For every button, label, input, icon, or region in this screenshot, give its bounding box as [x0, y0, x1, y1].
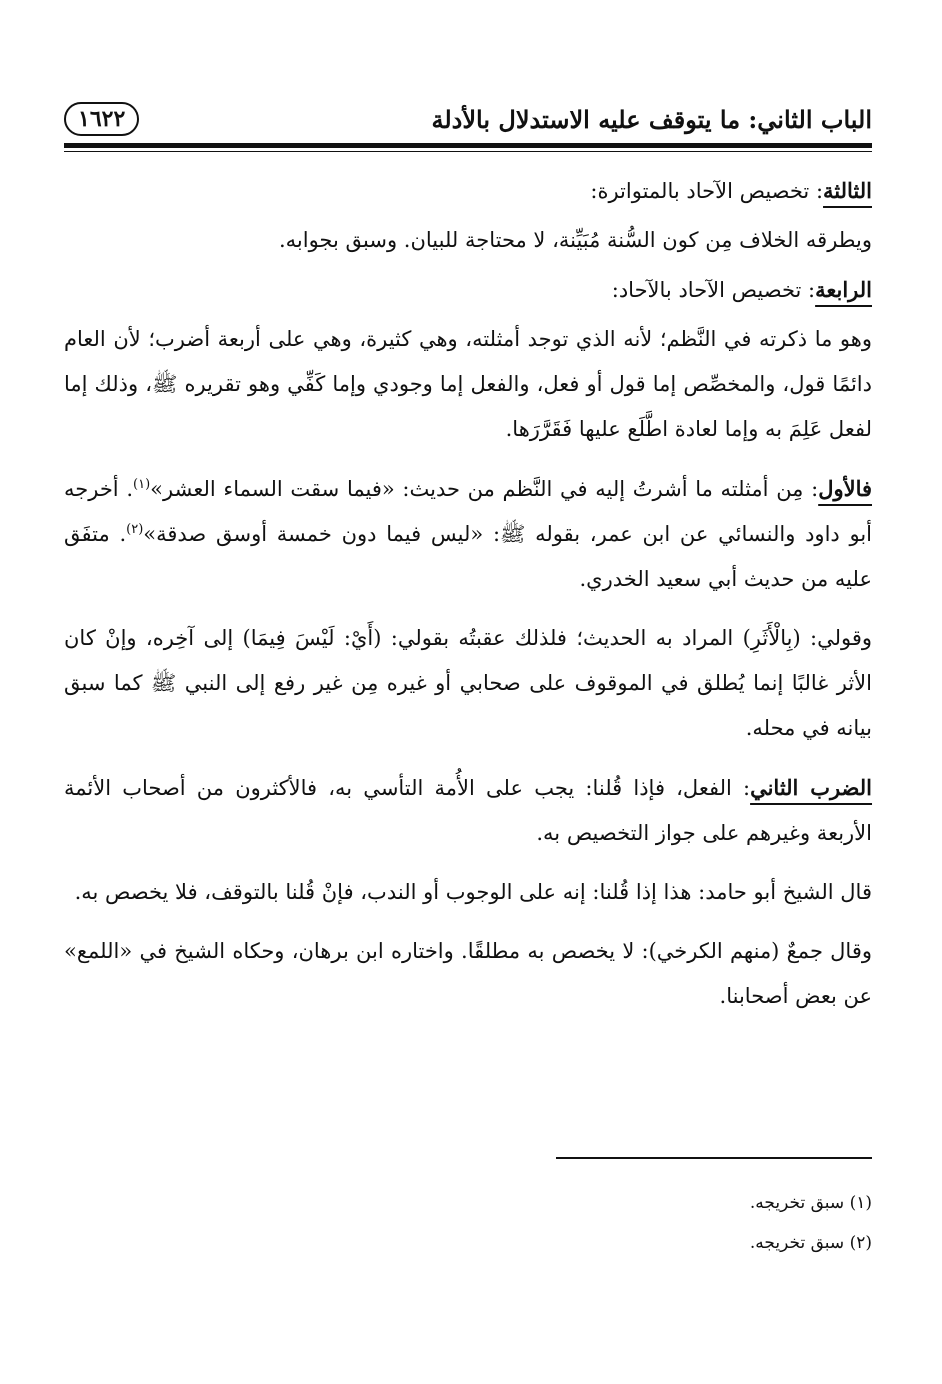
footnotes — [64, 1183, 872, 1263]
page-number: ١٦٢٢ — [64, 102, 139, 136]
paragraph-text: وهو ما ذكرته في النَّظم؛ لأنه الذي توجد أمثلته، وهي كثيرة، وهي على أربعة أضرب؛ لأن العام دائمًا قول، والمخصِّص إما قول أو فعل، والفعل إما وجودي وإما كَفِّي وهو تقريره ﷺ، وذلك إما لفعل عَلِمَ به وإما لعادة اطَّلَع عليها فَقَرَّرَها. — [64, 327, 872, 441]
paragraph-third — [64, 168, 872, 214]
paragraph-text: . أخرجه أبو داود والنسائي عن ابن عمر، بقوله ﷺ: «ليس فيما دون خمسة أوسق صدقة» — [64, 477, 872, 546]
paragraph-text: : تخصيص الآحاد بالمتواترة: — [590, 179, 824, 203]
paragraph — [64, 616, 872, 751]
paragraph-lead: الضرب الثاني — [750, 775, 873, 800]
paragraph — [64, 929, 872, 1019]
paragraph-text: : مِن أمثلته ما أشرتُ إليه في النَّظم من حديث: «فيما سقت السماء العشر» — [150, 477, 819, 501]
paragraph-lead: الثالثة — [823, 178, 872, 203]
footnote-ref[interactable]: (٢) — [126, 522, 144, 537]
paragraph-first-type — [64, 466, 872, 602]
footnote-rule — [556, 1157, 872, 1159]
paragraph-text: . متفَق عليه من حديث أبي سعيد الخدري. — [64, 522, 872, 591]
paragraph-fourth — [64, 267, 872, 313]
paragraph-text: وقال جمعٌ (منهم الكرخي): لا يخصص به مطلقًا. واختاره ابن برهان، وحكاه الشيخ في «اللمع» عن بعض أصحابنا. — [64, 939, 872, 1008]
paragraph-second-type — [64, 765, 872, 856]
paragraph-lead: الرابعة — [815, 277, 872, 302]
paragraph-text: : تخصيص الآحاد بالآحاد: — [611, 278, 816, 302]
paragraph — [64, 218, 872, 263]
paragraph-lead: فالأول — [818, 476, 872, 501]
header-rule-thin — [64, 151, 872, 152]
page-header — [64, 96, 872, 142]
footnote-item: (٢) سبق تخريجه. — [749, 1233, 872, 1253]
main-text — [64, 168, 872, 1033]
paragraph-text: قال الشيخ أبو حامد: هذا إذا قُلنا: إنه على الوجوب أو الندب، فإنْ قُلنا بالتوقف، فلا يخصص به. — [74, 880, 872, 904]
paragraph — [64, 870, 872, 915]
running-title: الباب الثاني: ما يتوقف عليه الاستدلال بالأدلة — [431, 104, 872, 134]
paragraph-text: : الفعل، فإذا قُلنا: يجب على الأُمة التأسي به، فالأكثرون من أصحاب الأئمة الأربعة وغيرهم على جواز التخصيص به. — [64, 776, 872, 845]
paragraph — [64, 317, 872, 452]
footnote-item: (١) سبق تخريجه. — [749, 1193, 872, 1213]
header-rule-thick — [64, 143, 872, 148]
paragraph-text: ويطرقه الخلاف مِن كون السُّنة مُبَيِّنة، لا محتاجة للبيان. وسبق بجوابه. — [278, 228, 872, 252]
footnote-ref[interactable]: (١) — [133, 477, 151, 492]
paragraph-text: وقولي: (بِالْأَثَرِ) المراد به الحديث؛ فلذلك عقبتُه بقولي: (أَيْ: لَيْسَ فِيمَا) إلى آخِره، وإنْ كان الأثر غالبًا إنما يُطلق في الموقوف على صحابي أو غيره مِن غير رفع إلى النبي ﷺ كما سبق بيانه في محله. — [64, 626, 872, 740]
